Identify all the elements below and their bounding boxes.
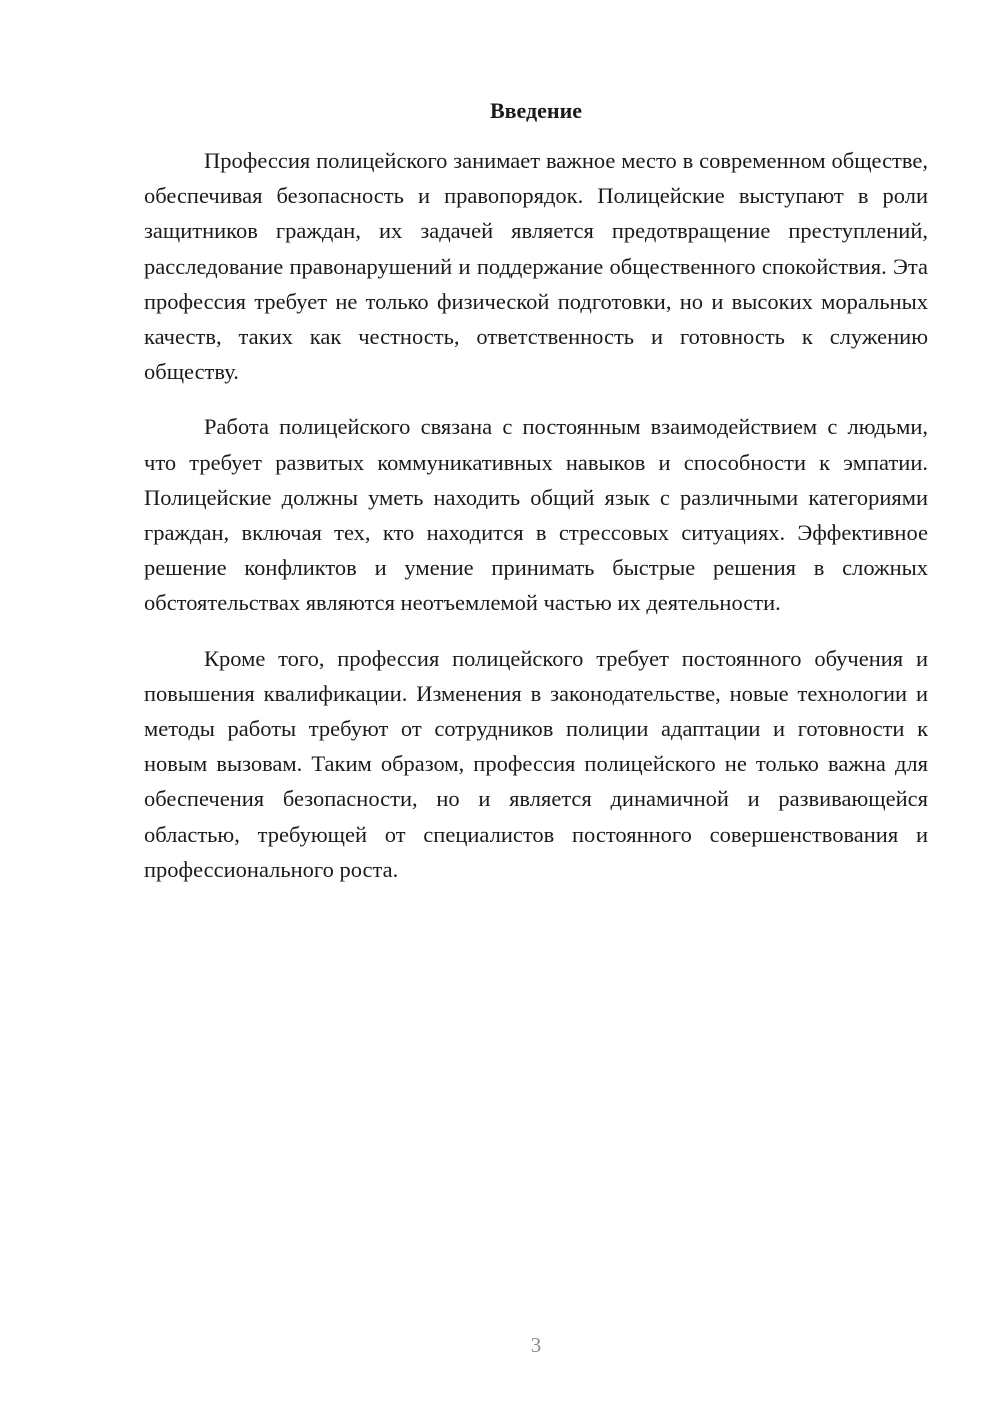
paragraph-1: Профессия полицейского занимает важное место в современном обществе, обеспечивая безопасность и правопорядок. Полицейские выступают в роли защитников граждан, их задачей является предотвращение преступлений, расследование правонарушений и поддержание общественного спокойствия. Эта профессия требует не только физической подготовки, но и высоких моральных качеств, таких как честность, ответственность и готовность к служению обществу. <box>144 148 928 385</box>
body-text <box>144 143 928 907</box>
paragraph-2: Работа полицейского связана с постоянным взаимодействием с людьми, что требует развитых коммуникативных навыков и способности к эмпатии. Полицейские должны уметь находить общий язык с различными категориями граждан, включая тех, кто находится в стрессовых ситуациях. Эффективное решение конфликтов и умение принимать быстрые решения в сложных обстоятельствах являются неотъемлемой частью их деятельности. <box>144 414 928 616</box>
page-number: 3 <box>530 1333 542 1357</box>
section-title: Введение <box>489 98 583 123</box>
paragraph-3: Кроме того, профессия полицейского требует постоянного обучения и повышения квалификации. Изменения в законодательстве, новые технологии и методы работы требуют от сотрудников полиции адаптации и готовности к новым вызовам. Таким образом, профессия полицейского не только важна для обеспечения безопасности, но и является динамичной и развивающейся областью, требующей от специалистов постоянного совершенствования и профессионального роста. <box>144 645 928 882</box>
